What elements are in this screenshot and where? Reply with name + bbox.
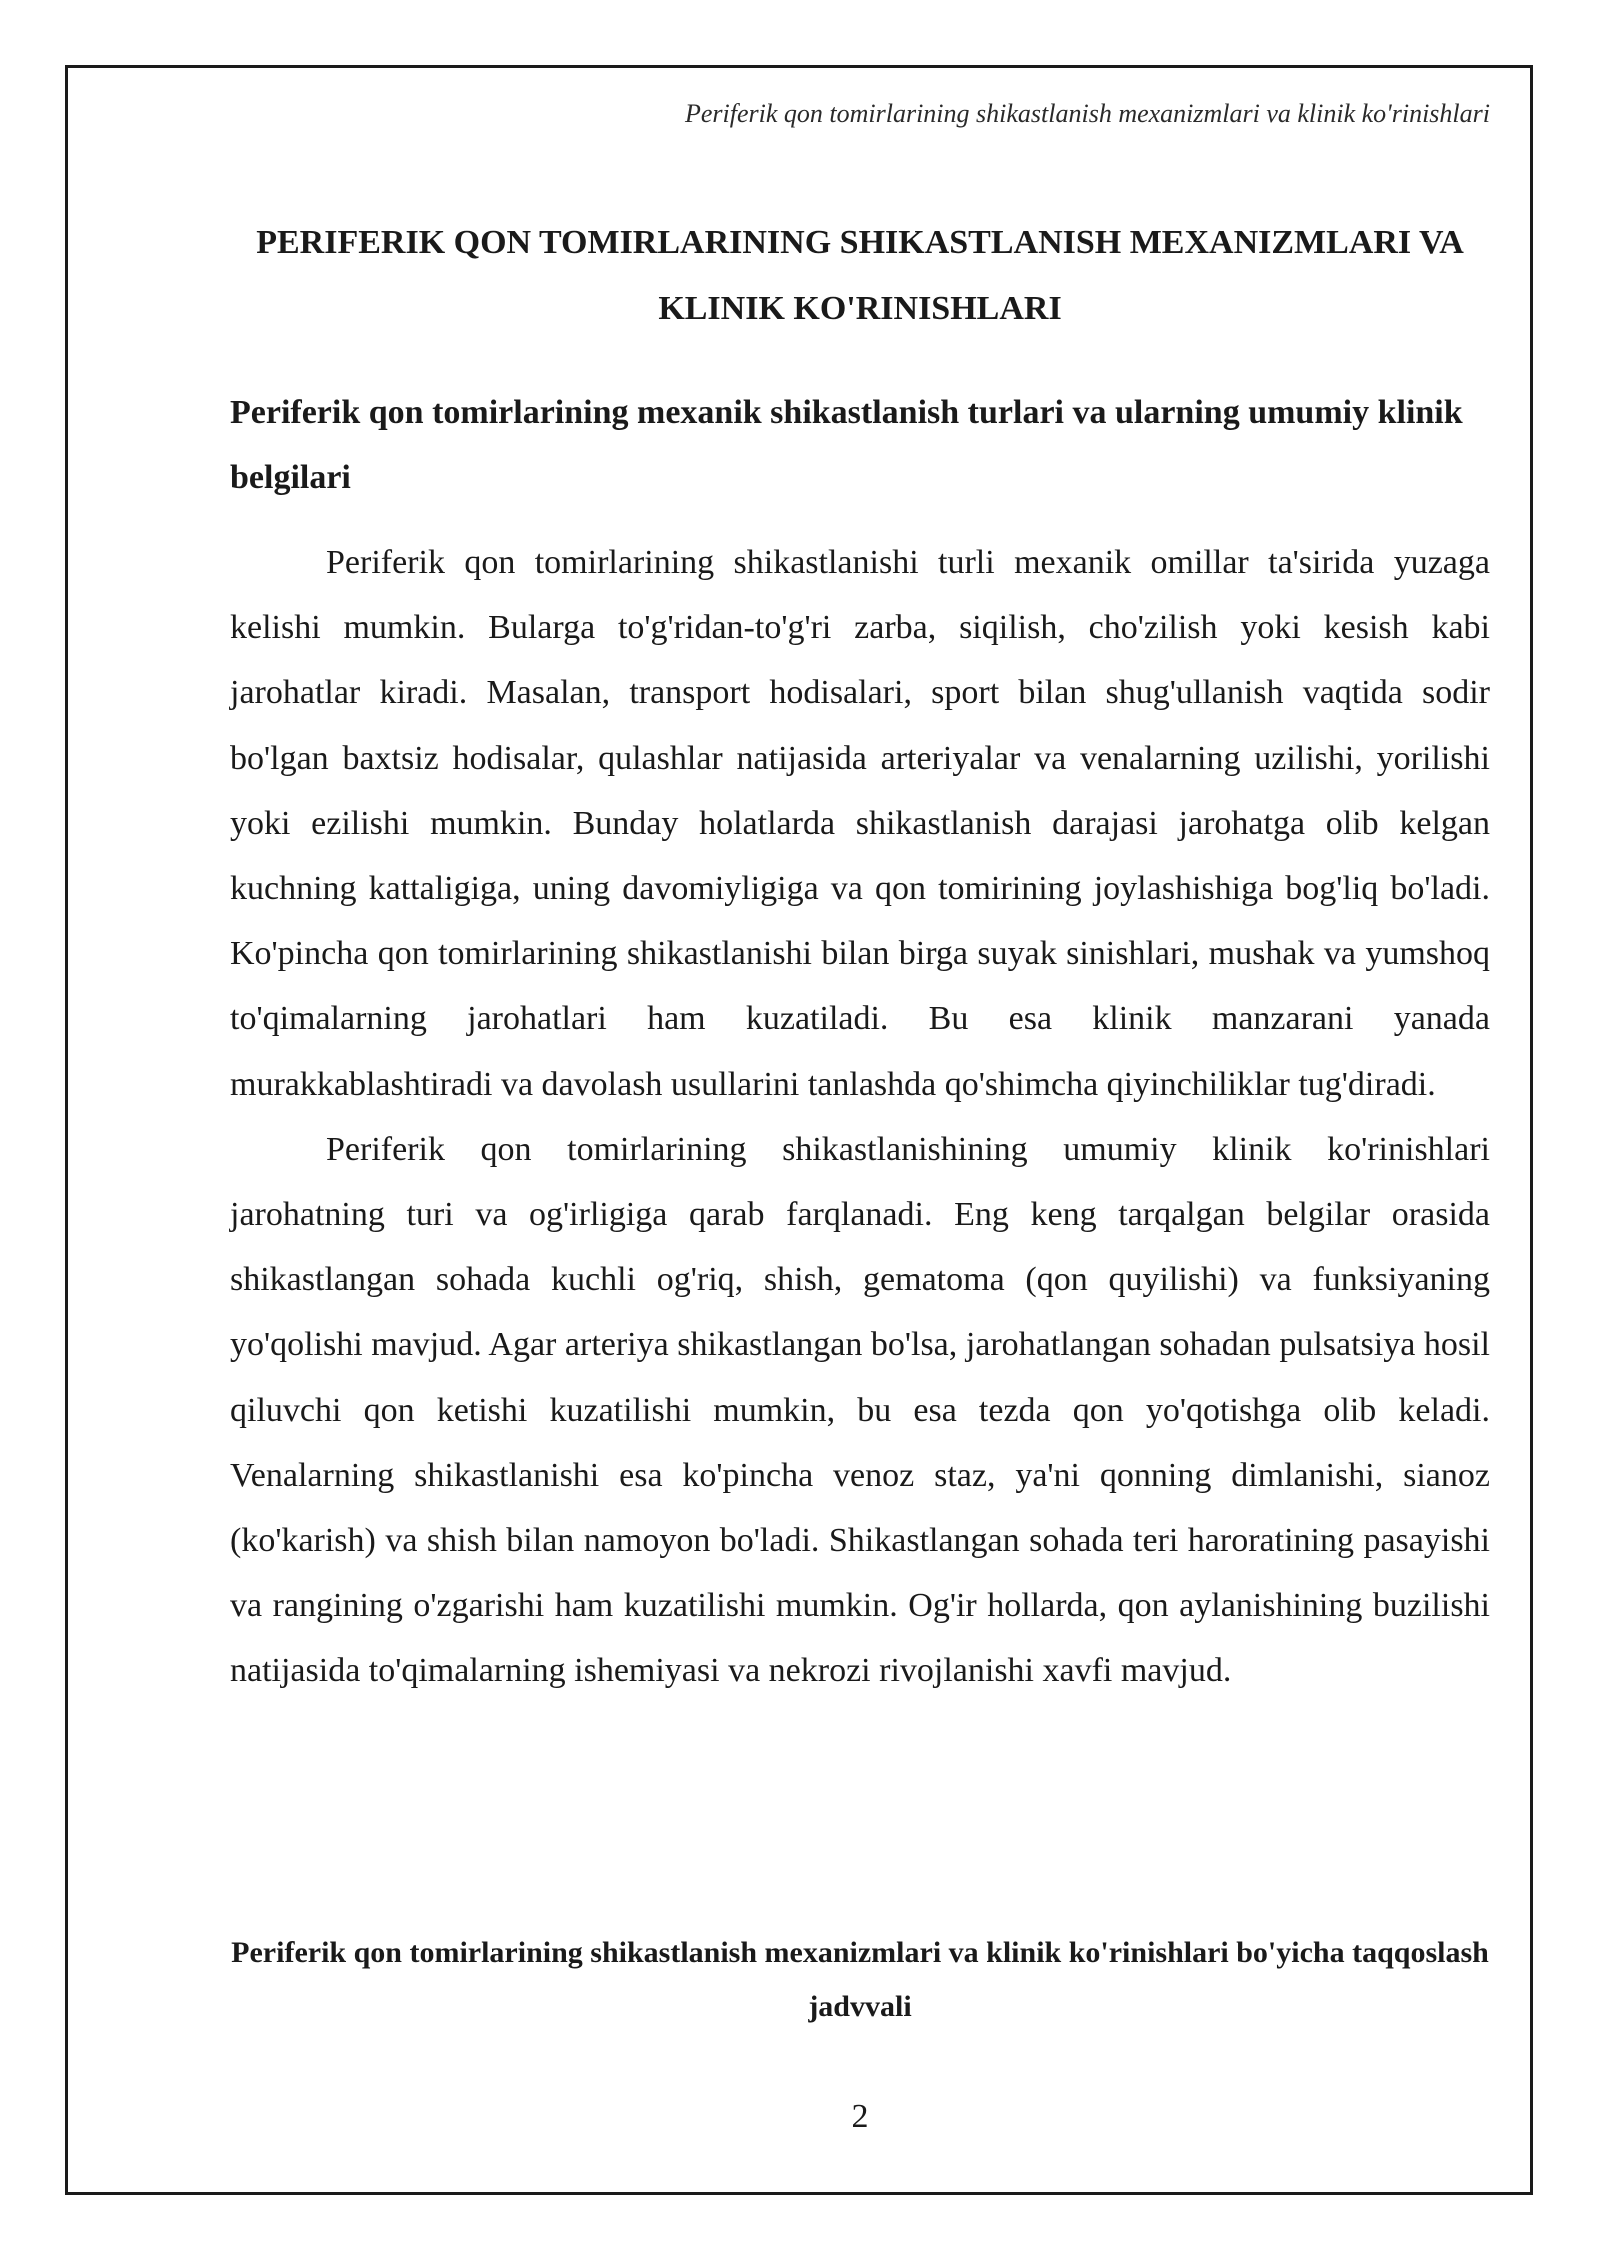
document-title: PERIFERIK QON TOMIRLARINING SHIKASTLANISH MEXANIZMLARI VA KLINIK KO'RINISHLARI: [256, 224, 1464, 327]
section-heading: Periferik qon tomirlarining mexanik shikastlanish turlari va ularning umumiy klinik belgilari: [230, 394, 1463, 496]
running-header: Periferik qon tomirlarining shikastlanish mexanizmlari va klinik ko'rinishlari: [684, 99, 1490, 128]
paragraph-1: Periferik qon tomirlarining shikastlanishi turli mexanik omillar ta'sirida yuzaga kelishi mumkin. Bularga to'g'ridan-to'g'ri zarba, siqilish, cho'zilish yoki kesish kabi jarohatlar kiradi. Masalan, transport hodisalari, sport bilan shug'ullanish vaqtida sodir bo'lgan baxtsiz hodisalar, qulashlar natijasida arteriyalar va venalarning uzilishi, yorilishi yoki ezilishi mumkin. Bunday holatlarda shikastlanish darajasi jarohatga olib kelgan kuchning kattaligiga, uning davomiyligiga va qon tomirining joylashishiga bog'liq bo'ladi. Ko'pincha qon tomirlarining shikastlanishi bilan birga suyak sinishlari, mushak va yumshoq to'qimalarning jarohatlari ham kuzatiladi. Bu esa klinik manzarani yanada murakkablashtiradi va davolash usullarini tanlashda qo'shimcha qiyinchiliklar tug'diradi.: [230, 544, 1490, 1103]
page-number: 2: [851, 2098, 869, 2135]
paragraph-2: Periferik qon tomirlarining shikastlanishining umumiy klinik ko'rinishlari jarohatning turi va og'irligiga qarab farqlanadi. Eng keng tarqalgan belgilar orasida shikastlangan sohada kuchli og'riq, shish, gematoma (qon quyilishi) va funksiyaning yo'qolishi mavjud. Agar arteriya shikastlangan bo'lsa, jarohatlangan sohadan pulsatsiya hosil qiluvchi qon ketishi kuzatilishi mumkin, bu esa tezda qon yo'qotishga olib keladi. Venalarning shikastlanishi esa ko'pincha venoz staz, ya'ni qonning dimlanishi, sianoz (ko'karish) va shish bilan namoyon bo'ladi. Shikastlangan sohada teri haroratining pasayishi va rangining o'zgarishi ham kuzatilishi mumkin. Og'ir hollarda, qon aylanishining buzilishi natijasida to'qimalarning ishemiyasi va nekrozi rivojlanishi xavfi mavjud.: [230, 1130, 1490, 1690]
table-caption: Periferik qon tomirlarining shikastlanish mexanizmlari va klinik ko'rinishlari bo'yicha taqqoslash jadvvali: [231, 1936, 1489, 2023]
body-text: [230, 530, 1490, 1704]
